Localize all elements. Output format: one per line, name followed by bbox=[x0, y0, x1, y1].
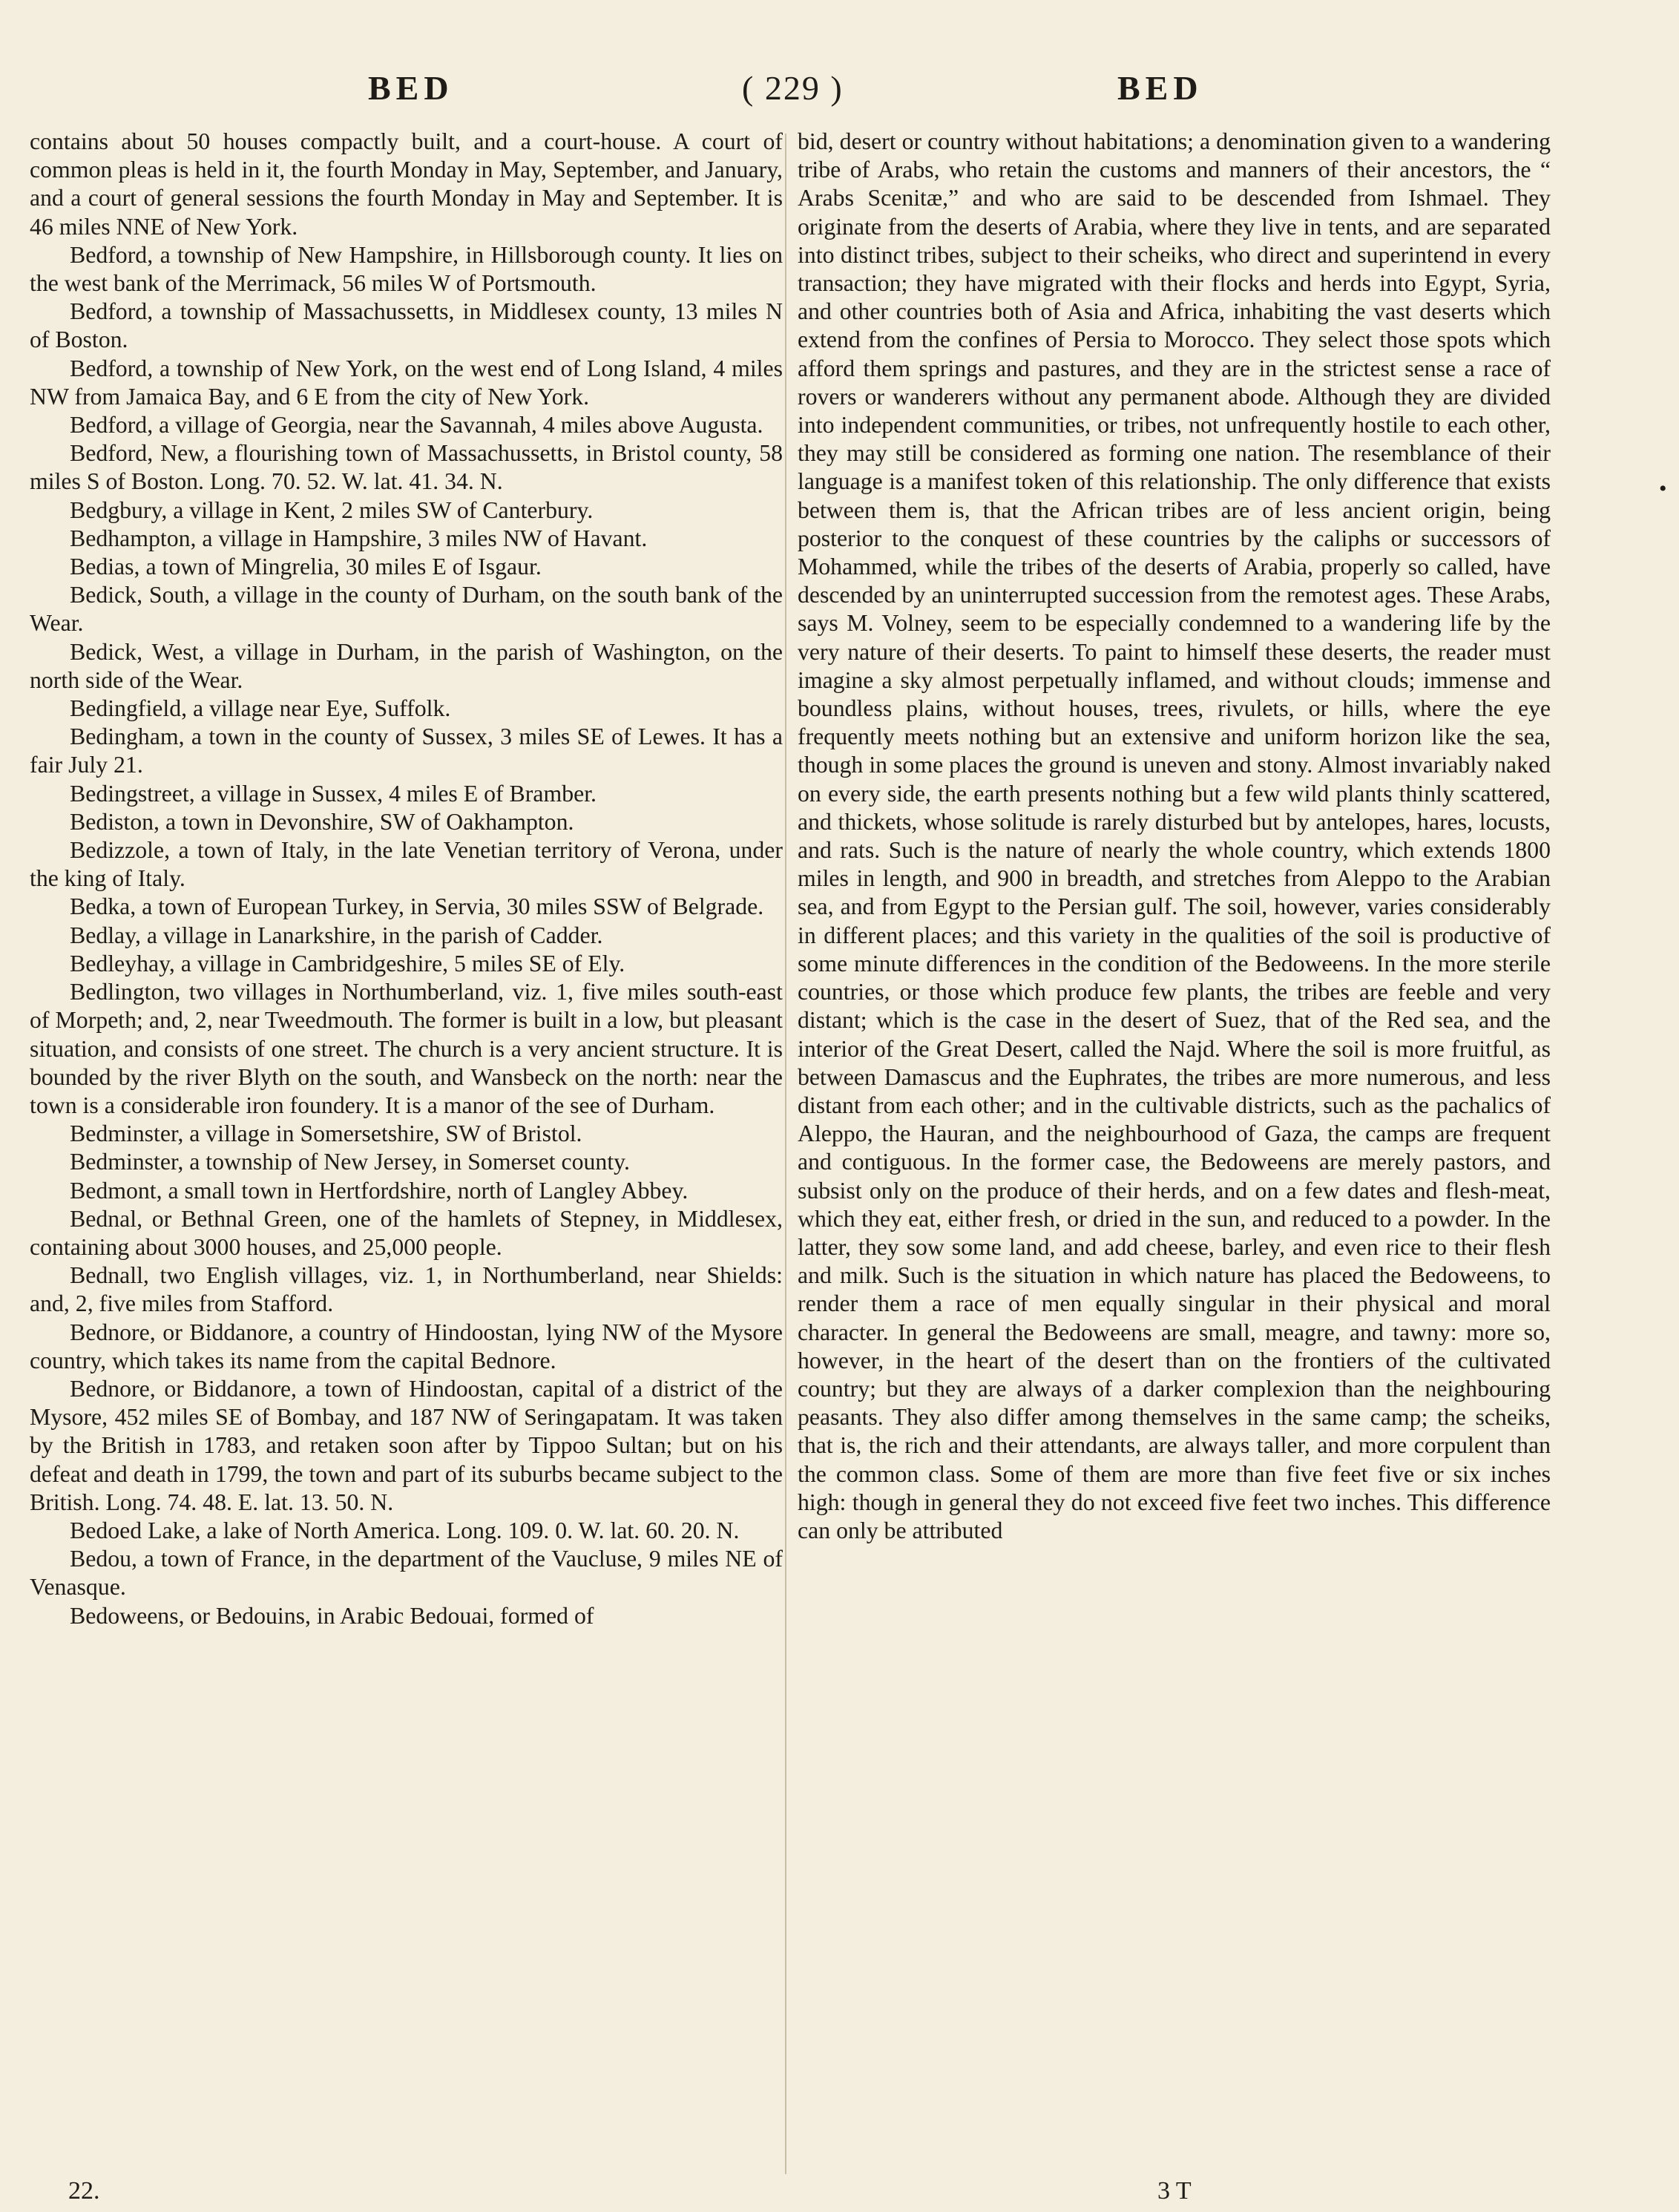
entry-paragraph: Bedmont, a small town in Hertfordshire, north of Langley Abbey. bbox=[70, 1177, 689, 1204]
entry-paragraph: Bedford, New, a flourishing town of Massachussetts, in Bristol county, 58 miles S of Boston. Long. 70. 52. W. lat. 41. 34. N. bbox=[30, 440, 783, 495]
entry-paragraph: Bedford, a township of New Hampshire, in Hillsborough county. It lies on the west bank of the Merrimack, 56 miles W of Portsmouth. bbox=[30, 241, 783, 297]
entry-paragraph: Bedka, a town of European Turkey, in Servia, 30 miles SSW of Belgrade. bbox=[70, 893, 764, 920]
entry-paragraph: Bedgbury, a village in Kent, 2 miles SW of Canterbury. bbox=[70, 496, 594, 523]
entry-paragraph: Bedizzole, a town of Italy, in the late Venetian territory of Verona, under the king of Italy. bbox=[30, 837, 783, 892]
page-number: ( 229 ) bbox=[742, 69, 844, 107]
entry-paragraph: Bedou, a town of France, in the department of the Vaucluse, 9 miles NE of Venasque. bbox=[30, 1546, 783, 1601]
entry-paragraph: Bediston, a town in Devonshire, SW of Oakhampton. bbox=[70, 808, 574, 835]
column-divider bbox=[785, 134, 786, 2174]
entry-paragraph: Bedoed Lake, a lake of North America. Long. 109. 0. W. lat. 60. 20. N. bbox=[70, 1517, 740, 1543]
entry-paragraph: Bedoweens, or Bedouins, in Arabic Bedouai, formed of bbox=[70, 1602, 594, 1629]
signature-mark: 22. bbox=[68, 2177, 100, 2205]
entry-paragraph: Bedingstreet, a village in Sussex, 4 miles E of Bramber. bbox=[70, 780, 597, 807]
entry-paragraph: Bedlington, two villages in Northumberland, viz. 1, five miles south-east of Morpeth; and, 2, near Tweedmouth. The former is built in a low, but pleasant situation, and consists of one street. The church is a very ancient structure. It is bounded by the river Blyth on the south, and Wansbeck on the north: near the town is a considerable iron foundery. It is a manor of the see of Durham. bbox=[30, 979, 783, 1118]
entry-paragraph: Bedias, a town of Mingrelia, 30 miles E of Isgaur. bbox=[70, 554, 542, 580]
margin-mark: • bbox=[1659, 476, 1667, 501]
entry-paragraph: Bednal, or Bethnal Green, one of the hamlets of Stepney, in Middlesex, containing about 3000 houses, and 25,000 people. bbox=[30, 1205, 783, 1260]
left-column bbox=[30, 128, 783, 1630]
entry-paragraph: contains about 50 houses compactly built, and a court-house. A court of common pleas is held in it, the fourth Monday in May, September, and January, and a court of general sessions the fourth Monday in May and September. It is 46 miles NNE of New York. bbox=[30, 128, 783, 240]
entry-paragraph: Bednore, or Biddanore, a country of Hindoostan, lying NW of the Mysore country, which takes its name from the capital Bednore. bbox=[30, 1319, 783, 1374]
entry-paragraph: Bedminster, a township of New Jersey, in Somerset county. bbox=[70, 1149, 630, 1175]
running-head-right: BED bbox=[1117, 69, 1203, 107]
entry-paragraph: Bedleyhay, a village in Cambridgeshire, 5 miles SE of Ely. bbox=[70, 950, 625, 977]
entry-paragraph: Bedford, a township of New York, on the west end of Long Island, 4 miles NW from Jamaica Bay, and 6 E from the city of New York. bbox=[30, 355, 783, 410]
gathering-mark: 3 T bbox=[1157, 2177, 1192, 2205]
entry-paragraph: Bedingfield, a village near Eye, Suffolk. bbox=[70, 695, 451, 722]
running-head-left: BED bbox=[368, 69, 454, 107]
entry-paragraph: Bedick, West, a village in Durham, in the parish of Washington, on the north side of the Wear. bbox=[30, 638, 783, 693]
entry-paragraph: Bedford, a township of Massachussetts, in Middlesex county, 13 miles N of Boston. bbox=[30, 298, 783, 353]
entry-paragraph: Bednore, or Biddanore, a town of Hindoostan, capital of a district of the Mysore, 452 miles SE of Bombay, and 187 NW of Seringapatam. It was taken by the British in 1783, and retaken soon after by Tippoo Sultan; but on his defeat and death in 1799, the town and part of its suburbs became subject to the British. Long. 74. 48. E. lat. 13. 50. N. bbox=[30, 1375, 783, 1515]
entry-paragraph: Bednall, two English villages, viz. 1, in Northumberland, near Shields: and, 2, five miles from Stafford. bbox=[30, 1262, 783, 1317]
entry-paragraph: Bedingham, a town in the county of Sussex, 3 miles SE of Lewes. It has a fair July 21. bbox=[30, 723, 783, 778]
entry-paragraph: Bedford, a village of Georgia, near the Savannah, 4 miles above Augusta. bbox=[70, 412, 763, 439]
entry-paragraph: Bedminster, a village in Somersetshire, SW of Bristol. bbox=[70, 1120, 582, 1147]
right-column bbox=[798, 128, 1551, 1545]
entry-paragraph: Bedhampton, a village in Hampshire, 3 miles NW of Havant. bbox=[70, 525, 648, 551]
entry-paragraph: Bedick, South, a village in the county of Durham, on the south bank of the Wear. bbox=[30, 582, 783, 637]
entry-paragraph: Bedlay, a village in Lanarkshire, in the parish of Cadder. bbox=[70, 922, 603, 948]
entry-paragraph: bid, desert or country without habitations; a denomination given to a wandering tribe of Arabs, who retain the customs and manners of their ancestors, the “ Arabs Scenitæ,” and who are said to be descended from Ishmael. They originate from the deserts of Arabia, where they live in tents, and are separated into distinct tribes, subject to their scheiks, who direct and superintend in every transaction; they have migrated with their flocks and herds into Egypt, Syria, and other countries both of Asia and Africa, inhabiting the vast deserts which extend from the confines of Persia to Morocco. They select those spots which afford them springs and pastures, and they are in the strictest sense a race of rovers or wanderers without any permanent abode. Although they are divided into independent communities, or tribes, not unfrequently hostile to each other, they may still be considered as forming one nation. The resemblance of their language is a manifest token of this relationship. The only difference that exists between them is, that the African tribes are of less ancient origin, being posterior to the conquest of these countries by the caliphs or successors of Mohammed, while the tribes of the deserts of Arabia, properly so called, have descended by an uninterrupted succession from the remotest ages. These Arabs, says M. Volney, seem to be especially condemned to a wandering life by the very nature of their deserts. To paint to himself these deserts, the reader must imagine a sky almost perpetually inflamed, and without clouds; immense and boundless plains, without houses, trees, rivulets, or hills, where the eye frequently meets nothing but an extensive and uniform horizon like the sea, though in some places the ground is uneven and stony. Almost invariably naked on every side, the earth presents nothing but a few wild plants thinly scattered, and thickets, whose solitude is rarely disturbed but by antelopes, hares, locusts, and rats. Such is the nature of nearly the whole country, which extends 1800 miles in length, and 900 in breadth, and stretches from Aleppo to the Arabian sea, and from Egypt to the Persian gulf. The soil, however, varies considerably in different places; and this variety in the qualities of the soil is productive of some minute differences in the condition of the Bedoweens. In the more sterile countries, or those which produce few plants, the tribes are feeble and very distant; which is the case in the desert of Suez, that of the Red sea, and the interior of the Great Desert, called the Najd. Where the soil is more fruitful, as between Damascus and the Euphrates, the tribes are more numerous, and less distant from each other; and in the cultivable districts, such as the pachalics of Aleppo, the Hauran, and the neighbourhood of Gaza, the camps are frequent and contiguous. In the former case, the Bedoweens are merely pastors, and subsist only on the produce of their herds, and on a few dates and flesh-meat, which they eat, either fresh, or dried in the sun, and reduced to a powder. In the latter, they sow some land, and add cheese, barley, and even rice to their flesh and milk. Such is the situation in which nature has placed the Bedoweens, to render them a race of men equally singular in their physical and moral character. In general the Bedoweens are small, meagre, and tawny: more so, however, in the heart of the desert than on the frontiers of the cultivated country; but they are always of a darker complexion than the neighbouring peasants. They also differ among themselves in the same camp; the scheiks, that is, the rich and their attendants, are always taller, and more corpulent than the common class. Some of them are more than five feet five or six inches high: though in general they do not exceed five feet two inches. This difference can only be attributed bbox=[798, 128, 1551, 1543]
